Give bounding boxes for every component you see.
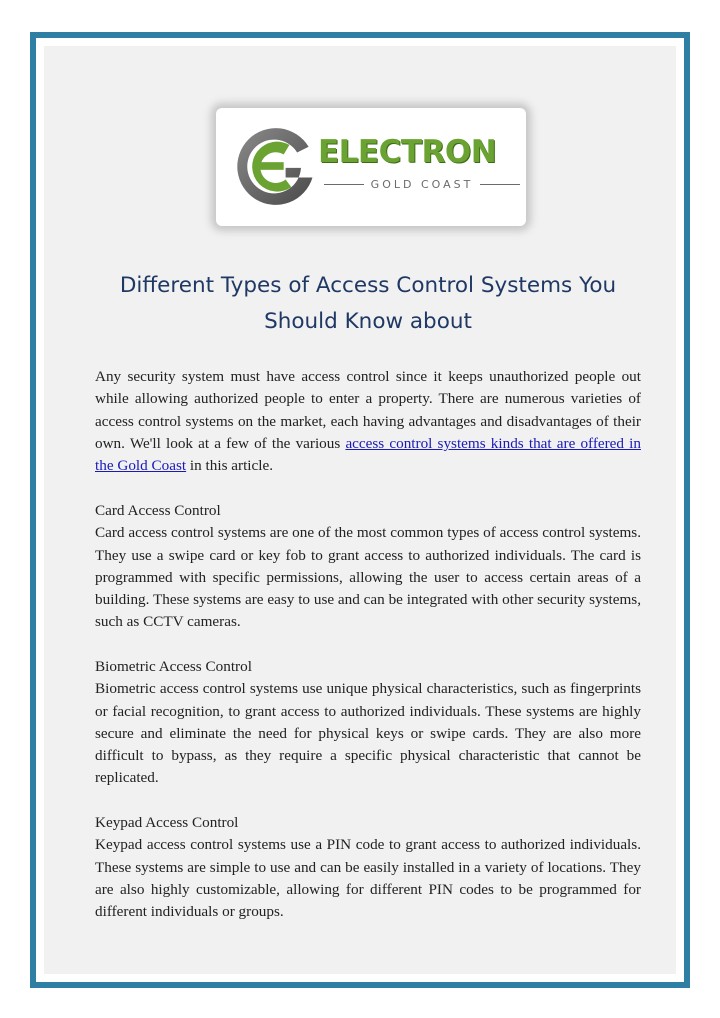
page-frame xyxy=(30,32,690,988)
access-control-link[interactable]: access control systems kinds that are offered in the Gold Coast xyxy=(95,434,641,475)
document-title: Different Types of Access Control Systems You Should Know about xyxy=(119,273,617,334)
divider xyxy=(324,184,364,185)
page-content xyxy=(44,46,676,974)
section-body: Card access control systems are one of the most common types of access control systems. They use a swipe card or key fob to grant access to authorized individuals. The card is programmed with specific permissions, allowing the user to access certain areas of a building. These systems are easy to use and can be integrated with other security systems, such as CCTV cameras. xyxy=(95,524,641,631)
eg-monogram-icon xyxy=(228,118,324,214)
intro-text: Any security system must have access control since it keeps unauthorized people out while allowing authorized people to enter a property. There are numerous varieties of access control systems on the market, each having advantages and disadvantages of their own. We'll look at a few of the various xyxy=(95,368,641,452)
logo-brand-name: ELECTRON xyxy=(318,134,497,170)
company-logo xyxy=(216,108,526,226)
section-keypad-access xyxy=(95,812,641,923)
section-heading: Biometric Access Control xyxy=(95,658,252,675)
intro-text-end: in this article. xyxy=(186,457,274,475)
logo-tagline: GOLD COAST xyxy=(370,178,474,191)
section-body: Biometric access control systems use unique physical characteristics, such as fingerprints or facial recognition, to grant access to authorized individuals. These systems are highly secure and eliminate the need for physical keys or swipe cards. They are also more difficult to bypass, as they require a specific physical characteristic that cannot be replicated. xyxy=(95,680,641,787)
section-body: Keypad access control systems use a PIN code to grant access to authorized individuals. These systems are simple to use and can be easily installed in a variety of locations. They are also highly customizable, allowing for different PIN codes to be programmed for different individuals or groups. xyxy=(95,836,641,921)
intro-paragraph xyxy=(95,366,641,477)
section-heading: Keypad Access Control xyxy=(95,814,239,831)
divider xyxy=(480,184,520,185)
section-biometric-access xyxy=(95,656,641,790)
logo-tagline-row xyxy=(324,178,520,191)
section-card-access xyxy=(95,500,641,634)
section-heading: Card Access Control xyxy=(95,502,221,519)
